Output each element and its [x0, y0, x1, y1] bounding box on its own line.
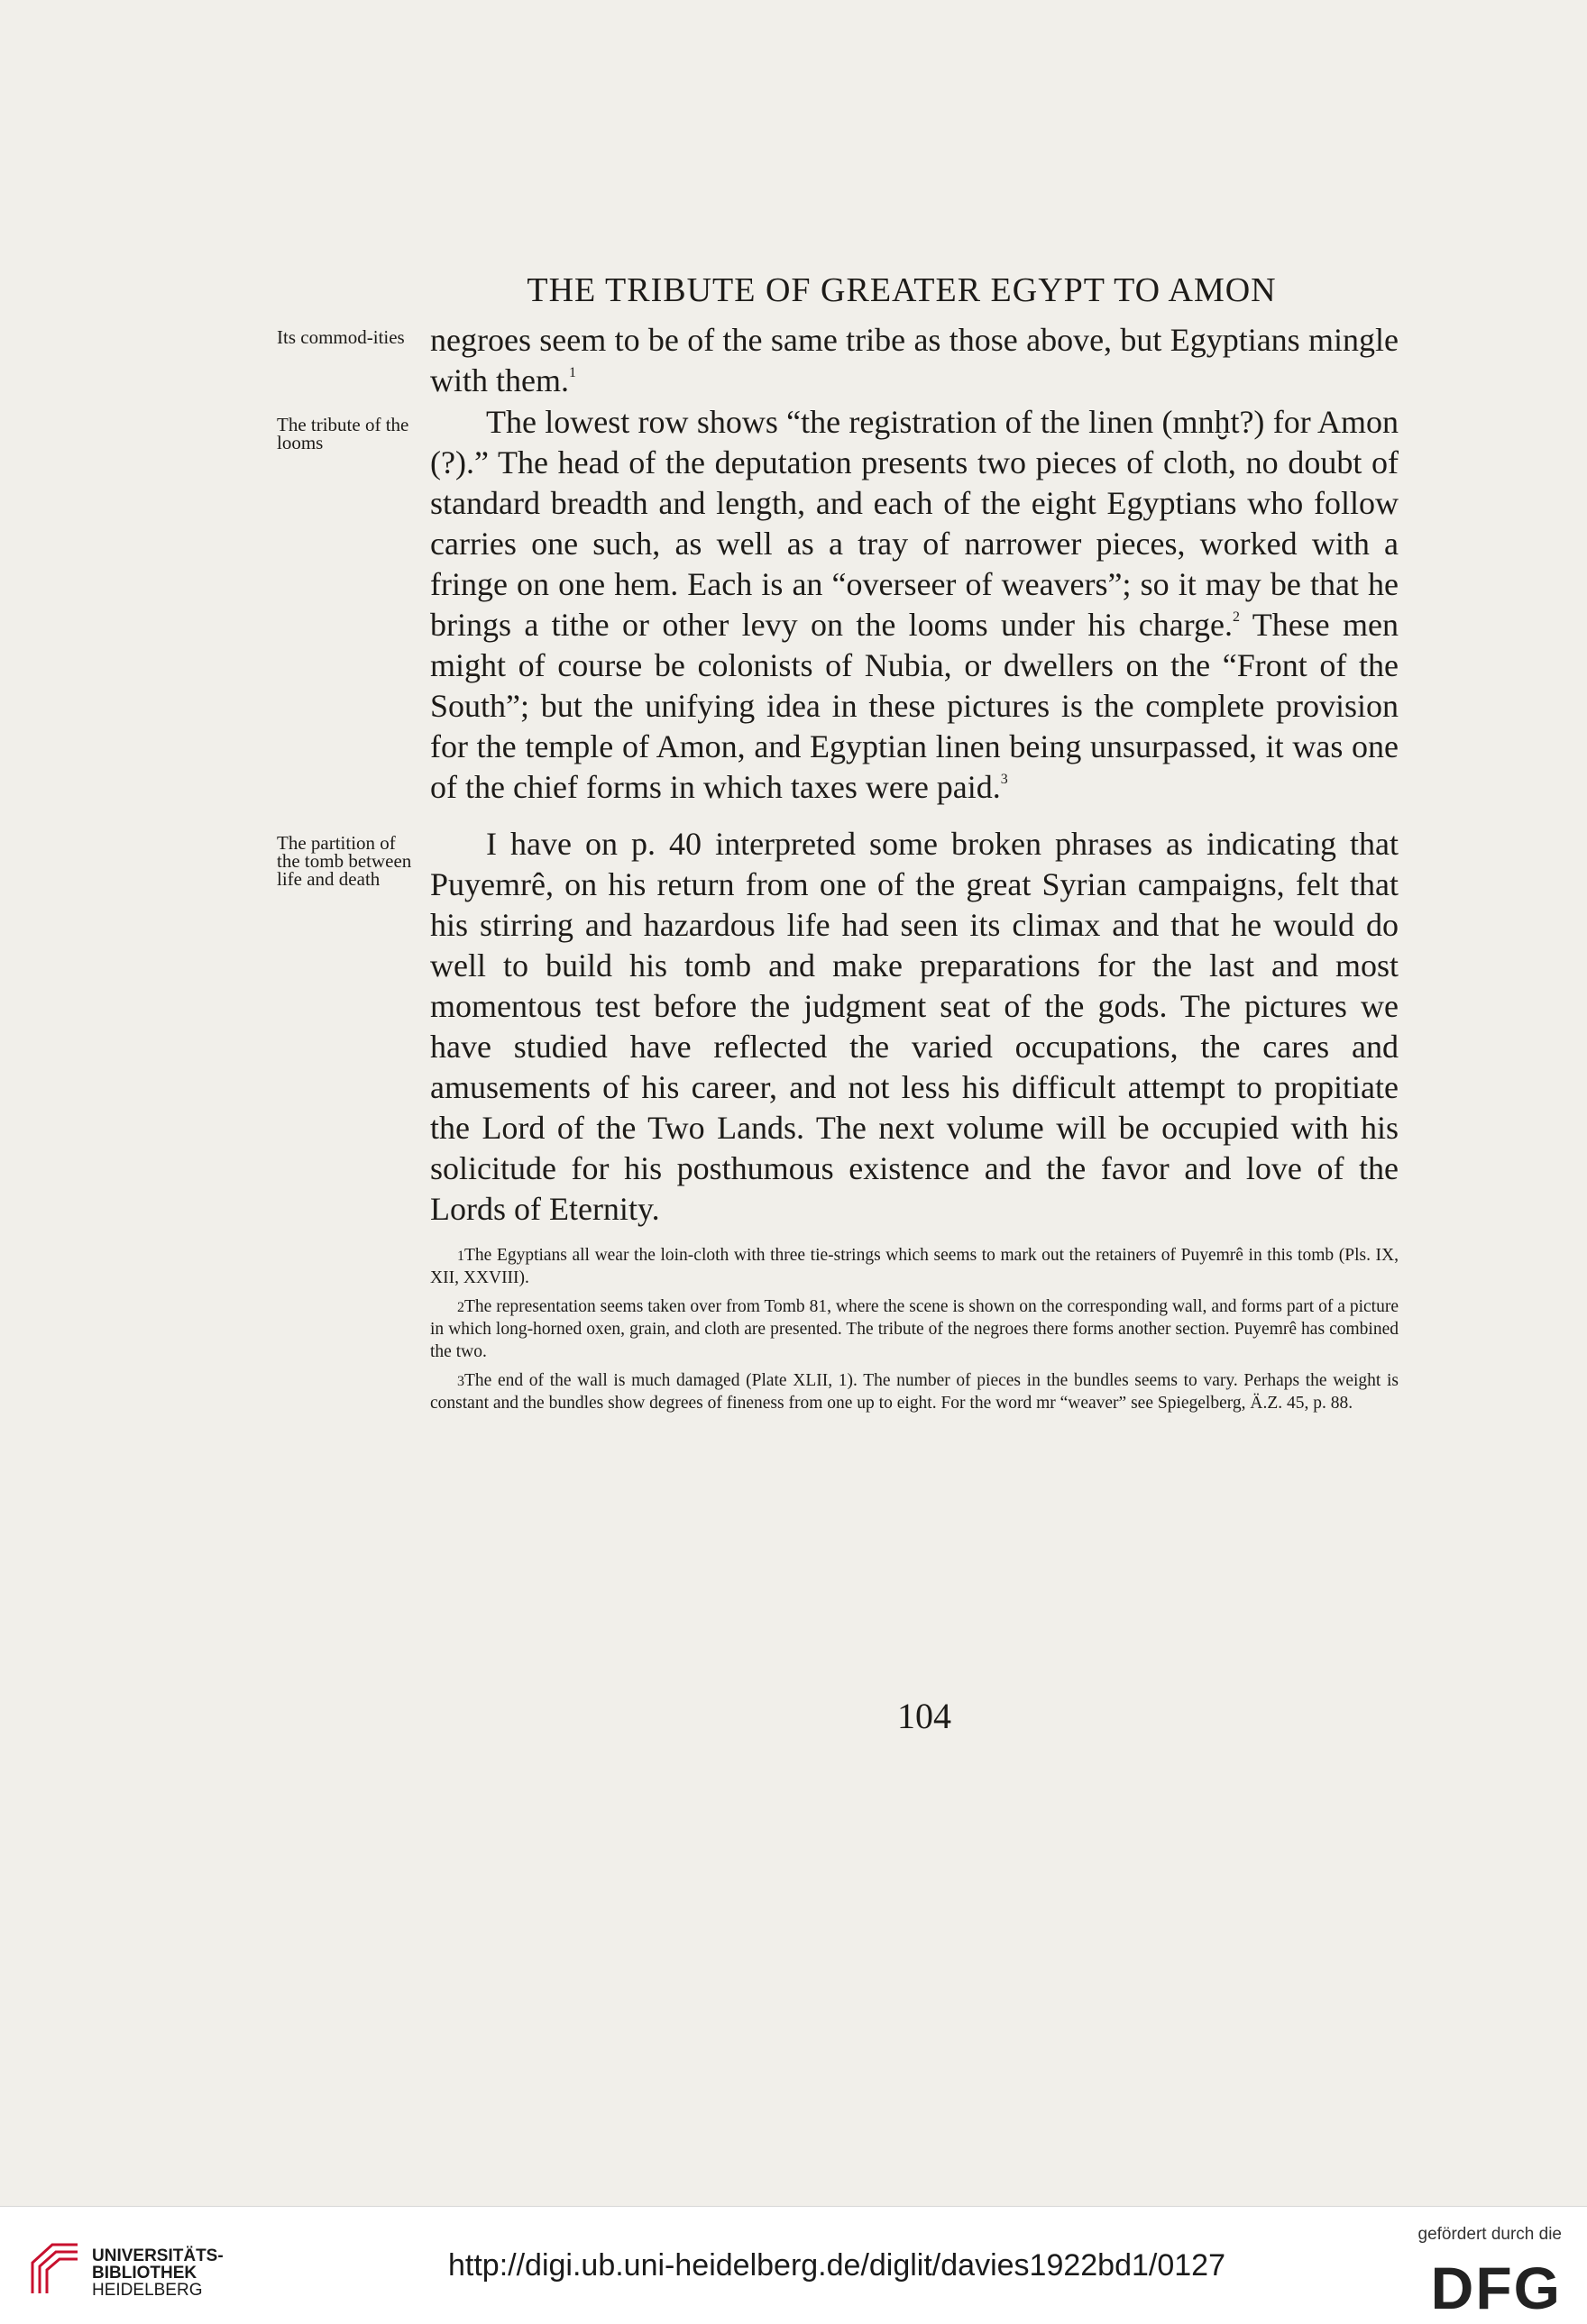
funding-label: gefördert durch die [1417, 2225, 1562, 2244]
footnote-ref: 2 [1233, 609, 1240, 625]
footnote-text: The representation seems taken over from Tomb 81, where the scene is shown on the corresponding wall, and forms part of a picture in which long-horned oxen, grain, and cloth are presented. The tribute of the negroes there forms another section. Puyemrê has combined the two. [430, 1297, 1399, 1361]
footnote-mark: 3 [457, 1374, 464, 1389]
footnote-ref: 3 [1000, 772, 1008, 787]
body-paragraph [430, 824, 1399, 1230]
footnote-mark: 1 [457, 1249, 464, 1264]
footnotes [430, 1244, 1399, 1414]
library-logo-icon [25, 2241, 81, 2297]
body-paragraph [430, 320, 1399, 401]
permalink[interactable]: http://digi.ub.uni-heidelberg.de/diglit/davies1922bd1/0127 [448, 2248, 1225, 2283]
paragraph-text: The lowest row shows “the registration of the linen (mnḫt?) for Amon (?).” The head of the deputation presents two pieces of cloth, no doubt of standard breadth and length, and each of the eight Egyptians who follow carries one such, as well as a tray of narrower pieces, worked with a fringe on one hem. Each is an “overseer of weavers”; so it may be that he brings a tithe or other levy on the looms under his charge. [430, 404, 1399, 643]
footnote [430, 1369, 1399, 1414]
paragraph-text: negroes seem to be of the same tribe as those above, but Egyptians mingle with them. [430, 322, 1399, 398]
margin-note: The tribute of the looms [277, 414, 409, 453]
paragraph-text: These men might of course be colonists of Nubia, or dwellers on the “Front of the South”; but the unifying idea in these pictures is the complete provision for the temple of Amon, and Egyptian linen being unsurpassed, it was one of the chief forms in which taxes were paid. [430, 607, 1399, 805]
margin-note: The partition of the tomb between life and death [277, 832, 412, 890]
footnote-mark: 2 [457, 1300, 464, 1315]
footnote-ref: 1 [568, 365, 576, 380]
margin-note: Its commod-ities [277, 326, 405, 348]
footnote-text: The Egyptians all wear the loin-cloth with three tie-strings which seems to mark out the retainers of Puyemrê in this tomb (Pls. IX, XII, XXVIII). [430, 1246, 1399, 1287]
footnote [430, 1244, 1399, 1289]
footnote [430, 1295, 1399, 1363]
footnote-text: The end of the wall is much damaged (Plate XLII, 1). The number of pieces in the bundles seems to vary. Perhaps the weight is constant and the bundles show degrees of fineness from one up to eight. For the word mr “weaver” see Spiegelberg, Ä.Z. 45, p. 88. [430, 1371, 1399, 1413]
running-head: THE TRIBUTE OF GREATER EGYPT TO AMON [527, 271, 1277, 309]
paragraph-text: I have on p. 40 interpreted some broken phrases as indicating that Puyemrê, on his return from one of the great Syrian campaigns, felt that his stirring and hazardous life had seen its climax and that he would do well to build his tomb and make preparations for the last and most momentous test before the judgment seat of the gods. The pictures we have studied have reflected the varied occupations, the cares and amusements of his career, and not less his difficult attempt to propitiate the Lord of the Two Lands. The next volume will be occupied with his solicitude for his posthumous existence and the favor and love of the Lords of Eternity. [430, 826, 1399, 1227]
dfg-logo: DFG [1430, 2255, 1562, 2321]
digitization-footer [0, 2206, 1587, 2324]
page-number: 104 [897, 1696, 951, 1736]
body-paragraph [430, 402, 1399, 808]
library-name: UNIVERSITÄTS- BIBLIOTHEK HEIDELBERG [92, 2246, 224, 2300]
